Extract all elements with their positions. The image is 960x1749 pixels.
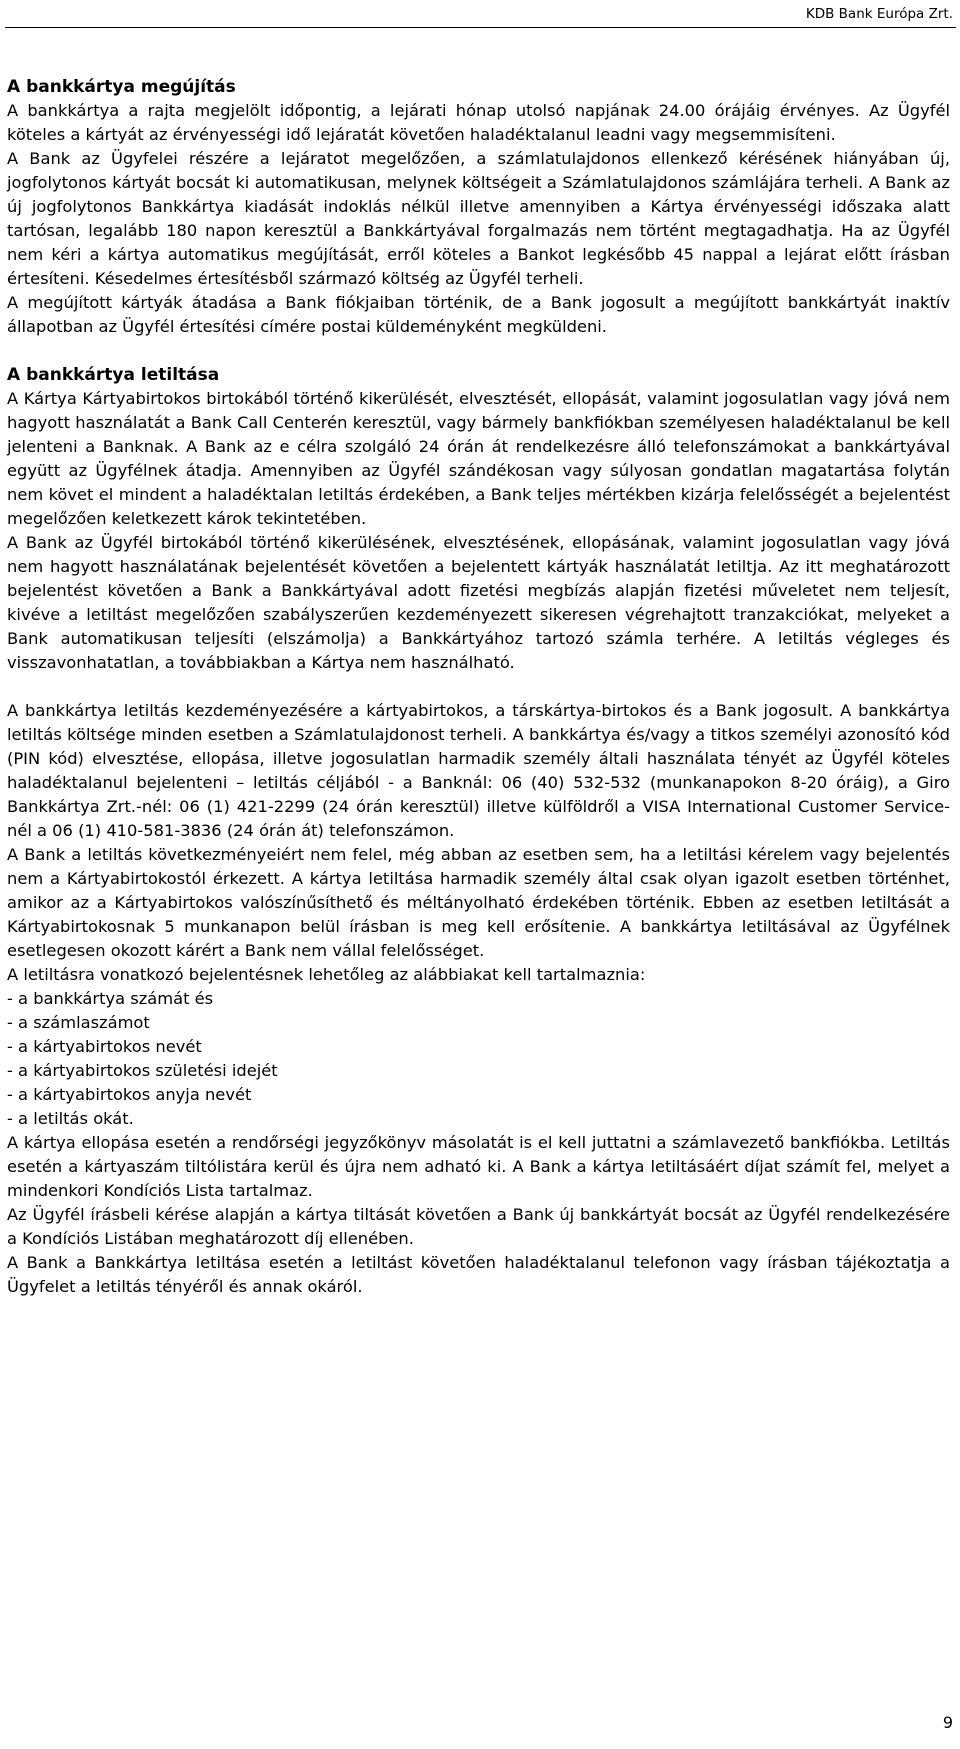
paragraph: Az Ügyfél írásbeli kérése alapján a kártya tiltását követően a Bank új bankkártyát bocsát az Ügyfél rendelkezésére a Kondíciós Listában meghatározott díj ellenében. [7,1205,950,1248]
list-item: - a kártyabirtokos anyja nevét [7,1085,252,1104]
spacer [7,339,950,363]
paragraph: A Kártya Kártyabirtokos birtokából történő kikerülését, elvesztését, ellopását, valamint jogosulatlan vagy jóvá nem hagyott használatát a Bank Call Centerén keresztül, vagy bármely bankfiókban személyesen haladéktalanul be kell jelenteni a Banknak. A Bank az e célra szolgáló 24 órán át rendelkezésre álló telefonszámokat a bankkártyával együtt az Ügyfélnek átadja. Amennyiben az Ügyfél szándékosan vagy súlyosan gondatlan magatartása folytán nem követ el mindent a haladéktalan letiltás érdekében, a Bank teljes mértékben kizárja felelősségét a bejelentést megelőzően keletkezett károk tekintetében. [7,389,950,528]
spacer [7,675,950,699]
list-item: - a számlaszámot [7,1013,150,1032]
required-info-list [7,987,950,1131]
paragraph: A Bank az Ügyfél birtokából történő kikerülésének, elvesztésének, ellopásának, valamint jogosulatlan vagy jóvá nem hagyott használatának bejelentését követően a bejelentett kártyák használatát letiltja. Az itt meghatározott bejelentést követően a Bank a Bankkártyával adott fizetési megbízás alapján fizetési műveletet nem teljesít, kivéve a letiltást megelőzően szabályszerűen kezdeményezett sikeresen végrehajtott tranzakciókat, melyeket a Bank automatikusan teljesíti (elszámolja) a Bankkártyához tartozó számla terhére. A letiltás végleges és visszavonhatatlan, a továbbiakban a Kártya nem használható. [7,533,950,672]
header-company-name: KDB Bank Európa Zrt. [805,6,953,22]
list-item: - a letiltás okát. [7,1109,134,1128]
list-item: - a kártyabirtokos nevét [7,1037,202,1056]
section-title-renewal: A bankkártya megújítás [7,77,236,97]
paragraph: A Bank a Bankkártya letiltása esetén a letiltást követően haladéktalanul telefonon vagy írásban tájékoztatja a Ügyfelet a letiltás tényéről és annak okáról. [7,1253,950,1296]
paragraph: A bankkártya a rajta megjelölt időpontig, a lejárati hónap utolsó napjának 24.00 órájáig érvényes. Az Ügyfél köteles a kártyát az érvényességi idő lejáratát követően haladéktalanul leadni vagy megsemmisíteni. [7,101,950,144]
section-title-blocking: A bankkártya letiltása [7,365,220,385]
paragraph: A megújított kártyák átadása a Bank fiókjaiban történik, de a Bank jogosult a megújított bankkártyát inaktív állapotban az Ügyfél értesítési címére postai küldeményként megküldeni. [7,293,950,336]
paragraph: A letiltásra vonatkozó bejelentésnek lehetőleg az alábbiakat kell tartalmaznia: [7,965,646,984]
list-item: - a bankkártya számát és [7,989,214,1008]
paragraph: A kártya ellopása esetén a rendőrségi jegyzőkönyv másolatát is el kell juttatni a számlavezető bankfiókba. Letiltás esetén a kártyaszám tiltólistára kerül és újra nem adható ki. A Bank a kártya letiltásáért díjat számít fel, melyet a mindenkori Kondíciós Lista tartalmaz. [7,1133,950,1200]
page-number: 9 [942,1713,953,1732]
paragraph: A bankkártya letiltás kezdeményezésére a kártyabirtokos, a társkártya-birtokos és a Bank jogosult. A bankkártya letiltás költsége minden esetben a Számlatulajdonost terheli. A bankkártya és/vagy a titkos személyi azonosító kód (PIN kód) elvesztése, ellopása, illetve jogosulatlan harmadik személy általi használata tényét az Ügyfél köteles haladéktalanul bejelenteni – letiltás céljából - a Banknál: 06 (40) 532-532 (munkanapokon 8-20 óráig), a Giro Bankkártya Zrt.-nél: 06 (1) 421-2299 (24 órán keresztül) illetve külföldről a VISA International Customer Service-nél a 06 (1) 410-581-3836 (24 órán át) telefonszámon. [7,701,950,840]
document-body [7,75,950,1299]
header-divider [5,27,956,28]
list-item: - a kártyabirtokos születési idejét [7,1061,278,1080]
paragraph: A Bank a letiltás következményeiért nem felel, még abban az esetben sem, ha a letiltási kérelem vagy bejelentés nem a Kártyabirtokostól érkezett. A kártya letiltása harmadik személy által csak olyan igazolt esetben történhet, amikor az a Kártyabirtokos valószínűsíthető és méltányolható érdekében történik. Ebben az esetben letiltását a Kártyabirtokosnak 5 munkanapon belül írásban is meg kell erősítenie. A bankkártya letiltásával az Ügyfélnek esetlegesen okozott kárért a Bank nem vállal felelősséget. [7,845,950,960]
paragraph: A Bank az Ügyfelei részére a lejáratot megelőzően, a számlatulajdonos ellenkező kérésének hiányában új, jogfolytonos kártyát bocsát ki automatikusan, melynek költségeit a Számlatulajdonos számlájára terheli. A Bank az új jogfolytonos Bankkártya kiadását indoklás nélkül illetve amennyiben a Kártya érvényességi időszaka alatt tartósan, legalább 180 napon keresztül a Bankkártyával forgalmazás nem történt megtagadhatja. Ha az Ügyfél nem kéri a kártya automatikus megújítását, erről köteles a Bankot legkésőbb 45 nappal a lejárat előtt írásban értesíteni. Késedelmes értesítésből származó költség az Ügyfél terheli. [7,149,950,288]
